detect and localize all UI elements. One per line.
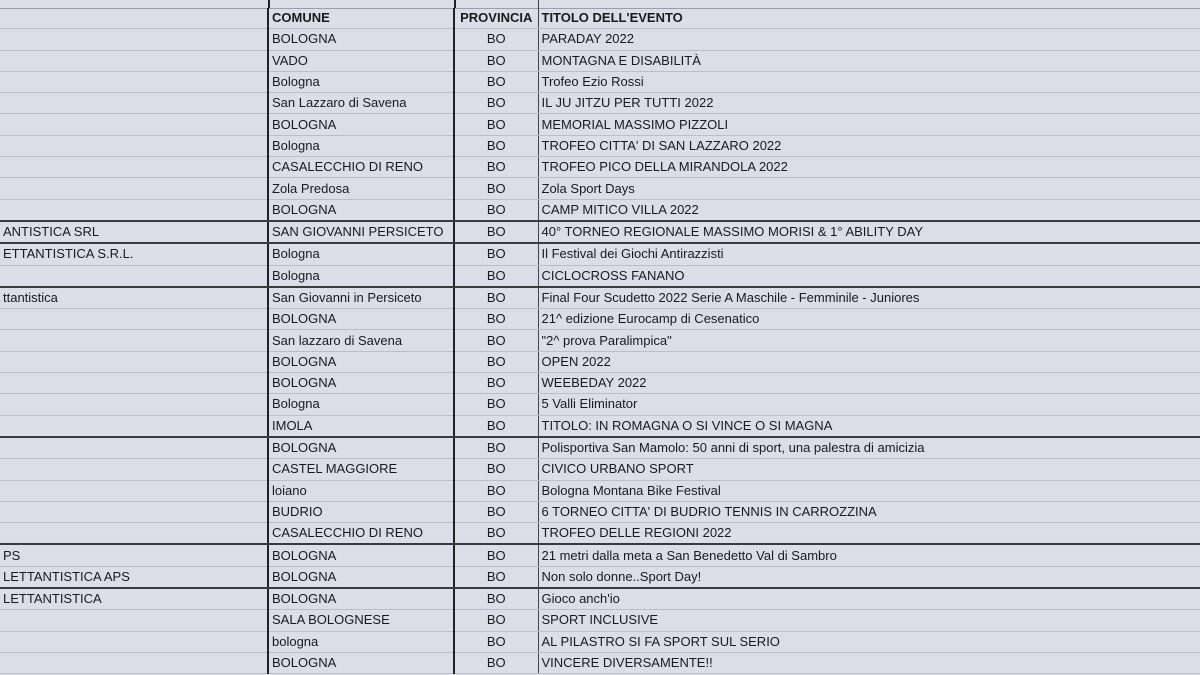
org-cell[interactable]: [0, 523, 268, 545]
comune-cell[interactable]: BOLOGNA: [268, 588, 454, 610]
comune-cell[interactable]: VADO: [268, 50, 454, 71]
comune-cell[interactable]: BOLOGNA: [268, 114, 454, 135]
table-row: [0, 93, 1200, 114]
provincia-cell[interactable]: BO: [454, 351, 538, 372]
comune-cell[interactable]: CASTEL MAGGIORE: [268, 459, 454, 480]
titolo-cell[interactable]: 21 metri dalla meta a San Benedetto Val di Sambro: [538, 544, 1200, 566]
comune-cell[interactable]: bologna: [268, 631, 454, 652]
comune-cell[interactable]: CASALECCHIO DI RENO: [268, 157, 454, 178]
titolo-cell[interactable]: MONTAGNA E DISABILITÀ: [538, 50, 1200, 71]
titolo-cell[interactable]: 5 Valli Eliminator: [538, 394, 1200, 415]
titolo-cell[interactable]: SPORT INCLUSIVE: [538, 610, 1200, 631]
org-cell[interactable]: ANTISTICA SRL: [0, 221, 268, 243]
org-cell[interactable]: [0, 29, 268, 50]
provincia-cell[interactable]: BO: [454, 243, 538, 265]
provincia-cell[interactable]: BO: [454, 29, 538, 50]
table-row: [0, 178, 1200, 199]
table-row: [0, 652, 1200, 673]
provincia-cell[interactable]: BO: [454, 394, 538, 415]
comune-cell[interactable]: San Lazzaro di Savena: [268, 93, 454, 114]
provincia-cell[interactable]: BO: [454, 114, 538, 135]
titolo-cell[interactable]: Zola Sport Days: [538, 178, 1200, 199]
org-cell[interactable]: [0, 631, 268, 652]
titolo-cell[interactable]: CAMP MITICO VILLA 2022: [538, 199, 1200, 221]
org-cell[interactable]: [0, 480, 268, 501]
table-row: [0, 287, 1200, 309]
titolo-cell[interactable]: 6 TORNEO CITTA' DI BUDRIO TENNIS IN CARROZZINA: [538, 501, 1200, 522]
comune-cell[interactable]: Bologna: [268, 71, 454, 92]
header-titolo[interactable]: TITOLO DELL'EVENTO: [538, 8, 1200, 29]
comune-cell[interactable]: BOLOGNA: [268, 199, 454, 221]
table-row: [0, 437, 1200, 459]
provincia-cell[interactable]: BO: [454, 373, 538, 394]
comune-cell[interactable]: SALA BOLOGNESE: [268, 610, 454, 631]
table-row: [0, 351, 1200, 372]
table-row: [0, 29, 1200, 50]
titolo-cell[interactable]: TROFEO CITTA' DI SAN LAZZARO 2022: [538, 135, 1200, 156]
table-row: [0, 243, 1200, 265]
provincia-cell[interactable]: BO: [454, 544, 538, 566]
comune-cell[interactable]: BOLOGNA: [268, 309, 454, 330]
table-row: [0, 221, 1200, 243]
table-row: [0, 265, 1200, 287]
provincia-cell[interactable]: BO: [454, 415, 538, 437]
org-cell[interactable]: [0, 265, 268, 287]
titolo-cell[interactable]: TROFEO PICO DELLA MIRANDOLA 2022: [538, 157, 1200, 178]
provincia-cell[interactable]: BO: [454, 178, 538, 199]
provincia-cell[interactable]: BO: [454, 652, 538, 673]
comune-cell[interactable]: SAN GIOVANNI PERSICETO: [268, 221, 454, 243]
comune-cell[interactable]: BOLOGNA: [268, 373, 454, 394]
header-org[interactable]: [0, 8, 268, 29]
provincia-cell[interactable]: BO: [454, 309, 538, 330]
org-cell[interactable]: [0, 415, 268, 437]
table-row: [0, 566, 1200, 588]
table-row: [0, 50, 1200, 71]
org-cell[interactable]: [0, 71, 268, 92]
titolo-cell[interactable]: PARADAY 2022: [538, 29, 1200, 50]
provincia-cell[interactable]: BO: [454, 221, 538, 243]
table-row: [0, 588, 1200, 610]
column-divider: [268, 0, 270, 8]
org-cell[interactable]: [0, 135, 268, 156]
titolo-cell[interactable]: OPEN 2022: [538, 351, 1200, 372]
provincia-cell[interactable]: BO: [454, 135, 538, 156]
comune-cell[interactable]: BOLOGNA: [268, 29, 454, 50]
provincia-cell[interactable]: BO: [454, 199, 538, 221]
comune-cell[interactable]: BUDRIO: [268, 501, 454, 522]
provincia-cell[interactable]: BO: [454, 157, 538, 178]
org-cell[interactable]: [0, 50, 268, 71]
comune-cell[interactable]: BOLOGNA: [268, 544, 454, 566]
table-row: [0, 544, 1200, 566]
comune-cell[interactable]: IMOLA: [268, 415, 454, 437]
comune-cell[interactable]: Zola Predosa: [268, 178, 454, 199]
titolo-cell[interactable]: "2^ prova Paralimpica": [538, 330, 1200, 351]
provincia-cell[interactable]: BO: [454, 50, 538, 71]
org-cell[interactable]: [0, 501, 268, 522]
org-cell[interactable]: [0, 199, 268, 221]
comune-cell[interactable]: BOLOGNA: [268, 652, 454, 673]
comune-cell[interactable]: BOLOGNA: [268, 437, 454, 459]
provincia-cell[interactable]: BO: [454, 459, 538, 480]
table-row: [0, 157, 1200, 178]
events-table: [0, 8, 1200, 674]
provincia-cell[interactable]: BO: [454, 523, 538, 545]
table-row: [0, 394, 1200, 415]
org-cell[interactable]: ttantistica: [0, 287, 268, 309]
table-row: [0, 309, 1200, 330]
header-row: [0, 8, 1200, 29]
provincia-cell[interactable]: BO: [454, 588, 538, 610]
titolo-cell[interactable]: MEMORIAL MASSIMO PIZZOLI: [538, 114, 1200, 135]
org-cell[interactable]: [0, 330, 268, 351]
table-row: [0, 459, 1200, 480]
provincia-cell[interactable]: BO: [454, 631, 538, 652]
table-row: [0, 631, 1200, 652]
provincia-cell[interactable]: BO: [454, 480, 538, 501]
comune-cell[interactable]: Bologna: [268, 394, 454, 415]
org-cell[interactable]: LETTANTISTICA APS: [0, 566, 268, 588]
column-divider: [538, 0, 539, 8]
org-cell[interactable]: [0, 610, 268, 631]
org-cell[interactable]: [0, 351, 268, 372]
provincia-cell[interactable]: BO: [454, 501, 538, 522]
table-row: [0, 415, 1200, 437]
titolo-cell[interactable]: Final Four Scudetto 2022 Serie A Maschile - Femminile - Juniores: [538, 287, 1200, 309]
org-cell[interactable]: [0, 157, 268, 178]
titolo-cell[interactable]: AL PILASTRO SI FA SPORT SUL SERIO: [538, 631, 1200, 652]
org-cell[interactable]: [0, 652, 268, 673]
titolo-cell[interactable]: TROFEO DELLE REGIONI 2022: [538, 523, 1200, 545]
titolo-cell[interactable]: 21^ edizione Eurocamp di Cesenatico: [538, 309, 1200, 330]
provincia-cell[interactable]: BO: [454, 566, 538, 588]
provincia-cell[interactable]: BO: [454, 93, 538, 114]
table-row: [0, 373, 1200, 394]
titolo-cell[interactable]: Non solo donne..Sport Day!: [538, 566, 1200, 588]
table-row: [0, 114, 1200, 135]
comune-cell[interactable]: BOLOGNA: [268, 351, 454, 372]
org-cell[interactable]: [0, 373, 268, 394]
provincia-cell[interactable]: BO: [454, 610, 538, 631]
titolo-cell[interactable]: Trofeo Ezio Rossi: [538, 71, 1200, 92]
org-cell[interactable]: [0, 394, 268, 415]
header-provincia[interactable]: PROVINCIA: [454, 8, 538, 29]
titolo-cell[interactable]: CICLOCROSS FANANO: [538, 265, 1200, 287]
org-cell[interactable]: [0, 178, 268, 199]
table-row: [0, 501, 1200, 522]
org-cell[interactable]: LETTANTISTICA: [0, 588, 268, 610]
org-cell[interactable]: [0, 437, 268, 459]
comune-cell[interactable]: BOLOGNA: [268, 566, 454, 588]
titolo-cell[interactable]: WEEBEDAY 2022: [538, 373, 1200, 394]
titolo-cell[interactable]: Il Festival dei Giochi Antirazzisti: [538, 243, 1200, 265]
titolo-cell[interactable]: TITOLO: IN ROMAGNA O SI VINCE O SI MAGNA: [538, 415, 1200, 437]
org-cell[interactable]: ETTANTISTICA S.R.L.: [0, 243, 268, 265]
table-row: [0, 199, 1200, 221]
titolo-cell[interactable]: Bologna Montana Bike Festival: [538, 480, 1200, 501]
provincia-cell[interactable]: BO: [454, 330, 538, 351]
titolo-cell[interactable]: Polisportiva San Mamolo: 50 anni di sport, una palestra di amicizia: [538, 437, 1200, 459]
table-row: [0, 523, 1200, 545]
table-row: [0, 330, 1200, 351]
org-cell[interactable]: [0, 93, 268, 114]
comune-cell[interactable]: Bologna: [268, 265, 454, 287]
table-row: [0, 71, 1200, 92]
comune-cell[interactable]: San Giovanni in Persiceto: [268, 287, 454, 309]
provincia-cell[interactable]: BO: [454, 71, 538, 92]
comune-cell[interactable]: Bologna: [268, 135, 454, 156]
org-cell[interactable]: [0, 459, 268, 480]
comune-cell[interactable]: CASALECCHIO DI RENO: [268, 523, 454, 545]
org-cell[interactable]: [0, 114, 268, 135]
titolo-cell[interactable]: VINCERE DIVERSAMENTE!!: [538, 652, 1200, 673]
titolo-cell[interactable]: 40° TORNEO REGIONALE MASSIMO MORISI & 1° ABILITY DAY: [538, 221, 1200, 243]
provincia-cell[interactable]: BO: [454, 287, 538, 309]
titolo-cell[interactable]: IL JU JITZU PER TUTTI 2022: [538, 93, 1200, 114]
provincia-cell[interactable]: BO: [454, 265, 538, 287]
comune-cell[interactable]: San lazzaro di Savena: [268, 330, 454, 351]
org-cell[interactable]: PS: [0, 544, 268, 566]
org-cell[interactable]: [0, 309, 268, 330]
table-row: [0, 135, 1200, 156]
column-divider: [454, 0, 456, 8]
titolo-cell[interactable]: CIVICO URBANO SPORT: [538, 459, 1200, 480]
comune-cell[interactable]: Bologna: [268, 243, 454, 265]
titolo-cell[interactable]: Gioco anch'io: [538, 588, 1200, 610]
header-comune[interactable]: COMUNE: [268, 8, 454, 29]
table-row: [0, 480, 1200, 501]
table-row: [0, 610, 1200, 631]
provincia-cell[interactable]: BO: [454, 437, 538, 459]
comune-cell[interactable]: loiano: [268, 480, 454, 501]
